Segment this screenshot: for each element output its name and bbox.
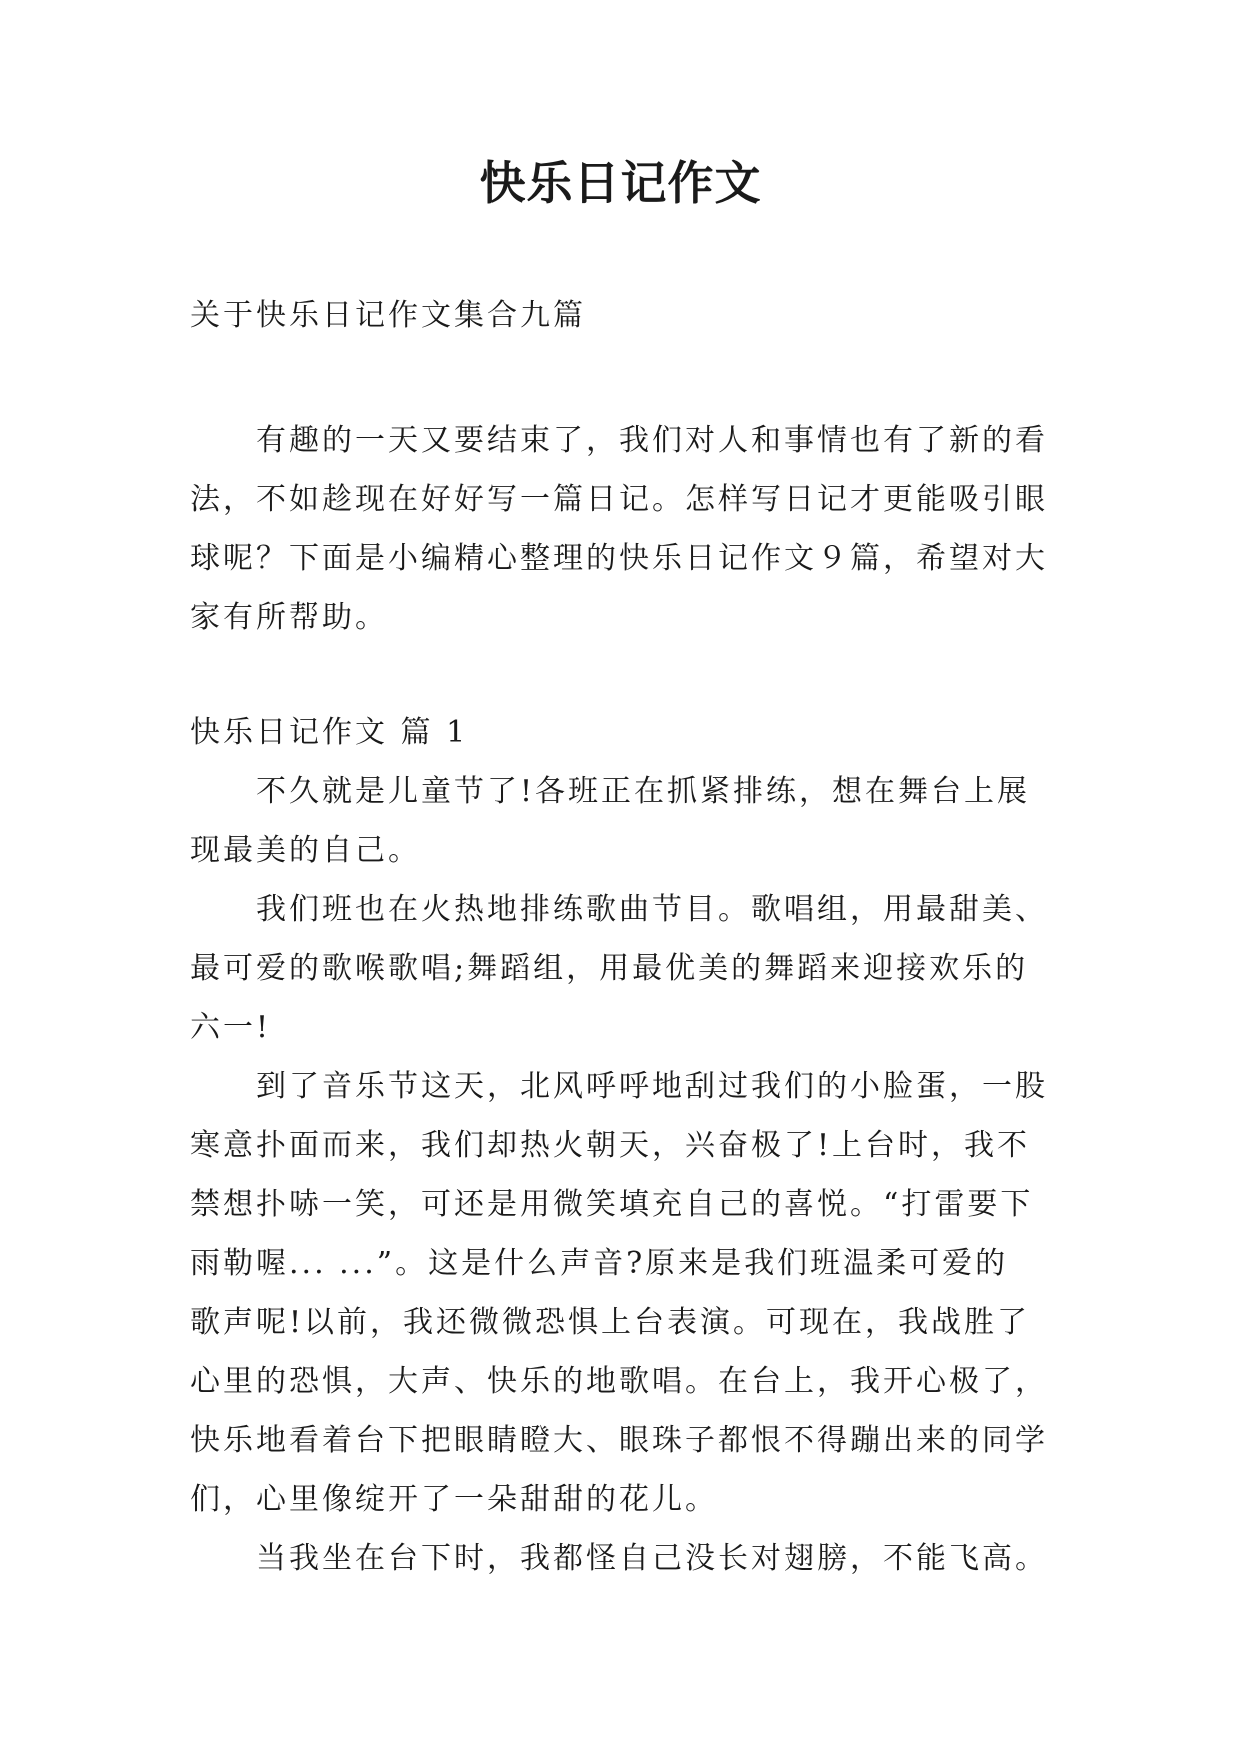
paragraph-line: 最可爱的歌喉歌唱;舞蹈组，用最优美的舞蹈来迎接欢乐的 — [190, 951, 1029, 986]
document-body — [190, 286, 1056, 1588]
paragraph-line: 寒意扑面而来，我们却热火朝天，兴奋极了!上台时，我不 — [190, 1128, 1031, 1163]
paragraph-line: 快乐地看着台下把眼睛瞪大、眼珠子都恨不得蹦出来的同学 — [190, 1423, 1048, 1458]
spacer — [190, 345, 1056, 411]
document-title: 快乐日记作文 — [479, 156, 762, 210]
body-paragraph — [190, 1057, 1056, 1529]
body-paragraph — [190, 1529, 1056, 1588]
body-paragraph — [190, 880, 1056, 1057]
paragraph-line: 我们班也在火热地排练歌曲节目。歌唱组，用最甜美、 — [256, 892, 1048, 927]
paragraph-line: 现最美的自己。 — [190, 833, 421, 868]
document-subtitle: 关于快乐日记作文集合九篇 — [190, 298, 586, 333]
paragraph-line: 歌声呢!以前，我还微微恐惧上台表演。可现在，我战胜了 — [190, 1305, 1031, 1340]
paragraph-line: 心里的恐惧，大声、快乐的地歌唱。在台上，我开心极了， — [190, 1364, 1048, 1399]
intro-line: 有趣的一天又要结束了，我们对人和事情也有了新的看 — [256, 423, 1048, 458]
paragraph-line: 们，心里像绽开了一朵甜甜的花儿。 — [190, 1482, 718, 1517]
intro-paragraph — [190, 411, 1056, 647]
section-heading: 快乐日记作文 篇 1 — [190, 715, 469, 750]
paragraph-line: 雨勒喔... ...”。这是什么声音?原来是我们班温柔可爱的 — [190, 1246, 1009, 1281]
paragraph-line: 当我坐在台下时，我都怪自己没长对翅膀，不能飞高。 — [256, 1541, 1048, 1576]
intro-line: 家有所帮助。 — [190, 600, 388, 635]
spacer — [190, 647, 1056, 703]
intro-line: 球呢？下面是小编精心整理的快乐日记作文９篇，希望对大 — [190, 541, 1048, 576]
paragraph-line: 禁想扑哧一笑，可还是用微笑填充自己的喜悦。“打雷要下 — [190, 1187, 1034, 1222]
body-paragraph — [190, 762, 1056, 880]
intro-line: 法，不如趁现在好好写一篇日记。怎样写日记才更能吸引眼 — [190, 482, 1048, 517]
paragraph-line: 到了音乐节这天，北风呼呼地刮过我们的小脸蛋，一股 — [256, 1069, 1048, 1104]
paragraph-line: 六一! — [190, 1010, 272, 1045]
paragraph-line: 不久就是儿童节了!各班正在抓紧排练，想在舞台上展 — [256, 774, 1031, 809]
